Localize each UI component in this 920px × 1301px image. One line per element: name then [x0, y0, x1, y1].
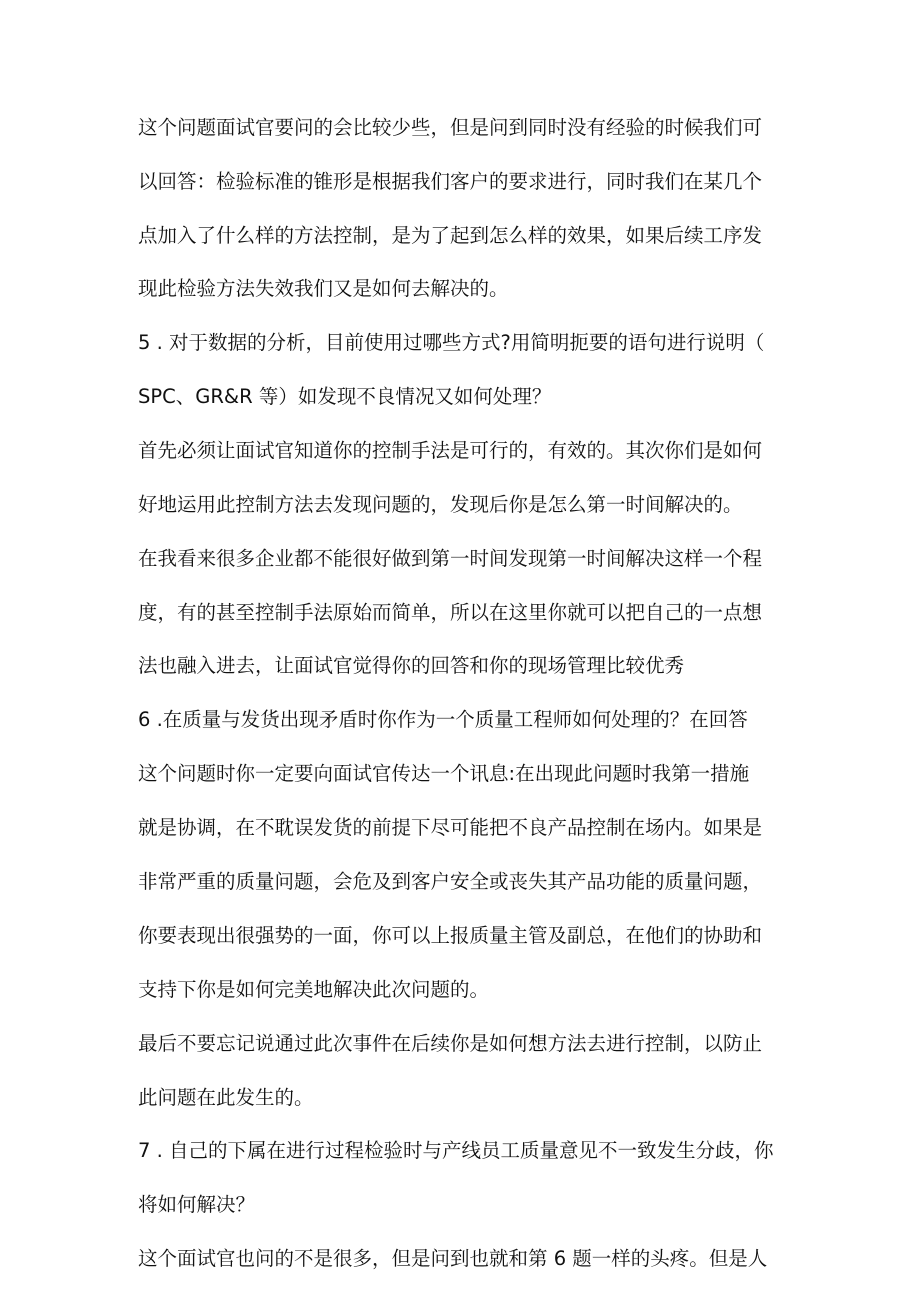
text-line: 这个问题面试官要问的会比较少些，但是问到同时没有经验的时候我们可: [138, 116, 763, 139]
text-line: 这个面试官也问的不是很多，但是问到也就和第 6 题一样的头疼。但是人: [138, 1247, 768, 1270]
text-line: 度，有的甚至控制手法原始而简单，所以在这里你就可以把自己的一点想: [138, 601, 763, 624]
question-heading: 7 . 自己的下属在进行过程检验时与产线员工质量意见不一致发生分歧，你: [138, 1139, 774, 1162]
text-line: 最后不要忘记说通过此次事件在后续你是如何想方法去进行控制，以防止: [138, 1032, 763, 1055]
text-line: 你要表现出很强势的一面，你可以上报质量主管及副总，在他们的协助和: [138, 924, 763, 947]
text-line: 在我看来很多企业都不能很好做到第一时间发现第一时间解决这样一个程: [138, 547, 763, 570]
text-line: 首先必须让面试官知道你的控制手法是可行的，有效的。其次你们是如何: [138, 439, 763, 462]
text-line: 这个问题时你一定要向面试官传达一个讯息:在出现此问题时我第一措施: [138, 762, 750, 785]
text-line: 支持下你是如何完美地解决此次问题的。: [138, 978, 490, 1001]
question-heading: 将如何解决？: [138, 1193, 256, 1216]
question-heading: 5 . 对于数据的分析，目前使用过哪些方式?用简明扼要的语句进行说明（: [138, 331, 765, 354]
text-line: 非常严重的质量问题，会危及到客户安全或丧失其产品功能的质量问题，: [138, 870, 763, 893]
text-line: 现此检验方法失效我们又是如何去解决的。: [138, 277, 509, 300]
text-line: 法也融入进去，让面试官觉得你的回答和你的现场管理比较优秀: [138, 654, 685, 677]
text-line: 就是协调，在不耽误发货的前提下尽可能把不良产品控制在场内。如果是: [138, 816, 763, 839]
text-line: 以回答：检验标准的锥形是根据我们客户的要求进行，同时我们在某几个: [138, 170, 763, 193]
text-line: 好地运用此控制方法去发现问题的，发现后你是怎么第一时间解决的。: [138, 493, 743, 516]
question-heading: 6 .在质量与发货出现矛盾时你作为一个质量工程师如何处理的？在回答: [138, 708, 748, 731]
text-line: 点加入了什么样的方法控制，是为了起到怎么样的效果，如果后续工序发: [138, 224, 763, 247]
text-line: 此问题在此发生的。: [138, 1086, 314, 1109]
question-heading: SPC、GR&R 等）如发现不良情况又如何处理？: [138, 385, 552, 408]
